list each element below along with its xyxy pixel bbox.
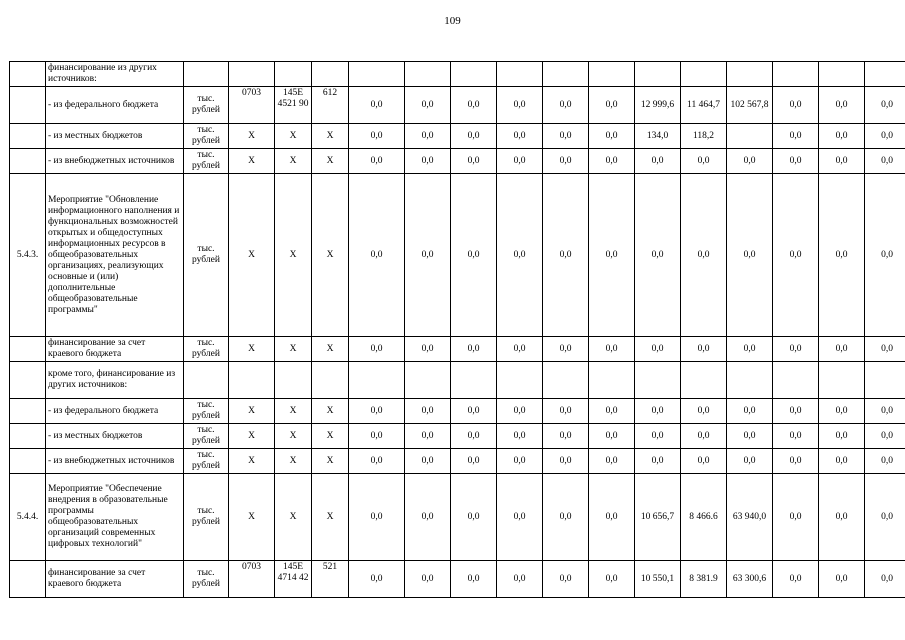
unit-cell: тыс. рублей bbox=[184, 424, 229, 449]
amount-cell: 0,0 bbox=[405, 399, 451, 424]
amount-cell: 10 656,7 bbox=[635, 474, 681, 561]
amount-cell: 8 466.6 bbox=[681, 474, 727, 561]
amount-cell: 0,0 bbox=[635, 149, 681, 174]
amount-cell: 0,0 bbox=[865, 87, 905, 124]
amount-cell bbox=[543, 362, 589, 399]
amount-cell: 0,0 bbox=[349, 87, 405, 124]
amount-cell: 0,0 bbox=[543, 474, 589, 561]
amount-cell: 0,0 bbox=[773, 424, 819, 449]
classification-cell bbox=[312, 62, 349, 87]
amount-cell bbox=[681, 362, 727, 399]
classification-cell bbox=[312, 362, 349, 399]
classification-cell bbox=[229, 62, 275, 87]
amount-cell: 0,0 bbox=[773, 149, 819, 174]
amount-cell: 63 300,6 bbox=[727, 561, 773, 598]
amount-cell: 0,0 bbox=[773, 449, 819, 474]
page-number: 109 bbox=[444, 15, 461, 27]
item-description-cell: - из местных бюджетов bbox=[46, 124, 184, 149]
amount-cell: 0,0 bbox=[819, 449, 865, 474]
amount-cell: 63 940,0 bbox=[727, 474, 773, 561]
table-row bbox=[10, 362, 905, 399]
amount-cell: 0,0 bbox=[543, 174, 589, 337]
amount-cell: 0,0 bbox=[727, 424, 773, 449]
amount-cell bbox=[681, 62, 727, 87]
amount-cell: 0,0 bbox=[451, 149, 497, 174]
item-description-cell: - из федерального бюджета bbox=[46, 399, 184, 424]
classification-cell: X bbox=[229, 424, 275, 449]
amount-cell: 0,0 bbox=[773, 399, 819, 424]
item-code-cell bbox=[10, 449, 46, 474]
amount-cell: 0,0 bbox=[543, 87, 589, 124]
amount-cell: 0,0 bbox=[865, 149, 905, 174]
amount-cell: 0,0 bbox=[349, 474, 405, 561]
amount-cell: 0,0 bbox=[589, 124, 635, 149]
amount-cell: 0,0 bbox=[451, 474, 497, 561]
classification-cell: 145Е 4714 42 bbox=[275, 561, 312, 598]
amount-cell: 0,0 bbox=[497, 149, 543, 174]
amount-cell: 0,0 bbox=[405, 337, 451, 362]
item-description-cell: финансирование за счет краевого бюджета bbox=[46, 561, 184, 598]
amount-cell: 0,0 bbox=[349, 337, 405, 362]
amount-cell: 12 999,6 bbox=[635, 87, 681, 124]
item-description-cell: - из внебюджетных источников bbox=[46, 149, 184, 174]
classification-cell: X bbox=[229, 124, 275, 149]
unit-cell: тыс. рублей bbox=[184, 474, 229, 561]
table-row bbox=[10, 62, 905, 87]
item-code-cell bbox=[10, 399, 46, 424]
amount-cell: 0,0 bbox=[681, 174, 727, 337]
table-row bbox=[10, 149, 905, 174]
amount-cell: 11 464,7 bbox=[681, 87, 727, 124]
amount-cell bbox=[349, 362, 405, 399]
amount-cell: 0,0 bbox=[635, 174, 681, 337]
amount-cell bbox=[451, 362, 497, 399]
classification-cell: X bbox=[312, 337, 349, 362]
amount-cell: 102 567,8 bbox=[727, 87, 773, 124]
table-row bbox=[10, 424, 905, 449]
item-code-cell bbox=[10, 124, 46, 149]
amount-cell: 0,0 bbox=[727, 337, 773, 362]
amount-cell: 0,0 bbox=[681, 149, 727, 174]
amount-cell: 0,0 bbox=[405, 561, 451, 598]
amount-cell: 0,0 bbox=[819, 474, 865, 561]
amount-cell: 0,0 bbox=[865, 124, 905, 149]
amount-cell: 0,0 bbox=[405, 449, 451, 474]
amount-cell: 0,0 bbox=[727, 399, 773, 424]
amount-cell: 134,0 bbox=[635, 124, 681, 149]
item-code-cell: 5.4.4. bbox=[10, 474, 46, 561]
amount-cell bbox=[773, 62, 819, 87]
item-code-cell bbox=[10, 424, 46, 449]
amount-cell: 0,0 bbox=[589, 561, 635, 598]
item-description-cell: Мероприятие "Обновление информационного наполнения и функциональных возможностей открытых и общедоступных информационных ресурсов в общеобразовательных организациях, реализующих основные и (или) дополнительные общеобразовательные программы" bbox=[46, 174, 184, 337]
classification-cell: 0703 bbox=[229, 87, 275, 124]
classification-cell: X bbox=[275, 424, 312, 449]
item-code-cell bbox=[10, 362, 46, 399]
amount-cell: 0,0 bbox=[865, 174, 905, 337]
amount-cell bbox=[405, 62, 451, 87]
amount-cell: 0,0 bbox=[405, 424, 451, 449]
classification-cell: X bbox=[229, 449, 275, 474]
unit-cell: тыс. рублей bbox=[184, 149, 229, 174]
amount-cell: 0,0 bbox=[727, 174, 773, 337]
classification-cell: X bbox=[312, 474, 349, 561]
amount-cell: 0,0 bbox=[635, 449, 681, 474]
classification-cell bbox=[275, 62, 312, 87]
amount-cell: 0,0 bbox=[819, 337, 865, 362]
classification-cell: X bbox=[312, 124, 349, 149]
classification-cell: X bbox=[275, 149, 312, 174]
classification-cell: X bbox=[275, 124, 312, 149]
classification-cell: X bbox=[312, 149, 349, 174]
amount-cell: 0,0 bbox=[543, 449, 589, 474]
item-description-cell: - из местных бюджетов bbox=[46, 424, 184, 449]
amount-cell: 0,0 bbox=[589, 174, 635, 337]
amount-cell: 0,0 bbox=[497, 561, 543, 598]
classification-cell: 612 bbox=[312, 87, 349, 124]
amount-cell: 0,0 bbox=[681, 449, 727, 474]
amount-cell: 0,0 bbox=[773, 87, 819, 124]
amount-cell: 0,0 bbox=[497, 337, 543, 362]
amount-cell: 0,0 bbox=[727, 449, 773, 474]
amount-cell: 0,0 bbox=[451, 174, 497, 337]
amount-cell: 0,0 bbox=[405, 124, 451, 149]
amount-cell: 0,0 bbox=[349, 124, 405, 149]
classification-cell: X bbox=[229, 399, 275, 424]
item-description-cell: - из внебюджетных источников bbox=[46, 449, 184, 474]
amount-cell: 0,0 bbox=[349, 149, 405, 174]
classification-cell: X bbox=[275, 449, 312, 474]
amount-cell: 0,0 bbox=[451, 87, 497, 124]
amount-cell bbox=[543, 62, 589, 87]
item-description-cell: финансирование из других источников: bbox=[46, 62, 184, 87]
classification-cell: X bbox=[229, 174, 275, 337]
item-description-cell: финансирование за счет краевого бюджета bbox=[46, 337, 184, 362]
amount-cell: 0,0 bbox=[349, 399, 405, 424]
amount-cell: 0,0 bbox=[497, 449, 543, 474]
amount-cell: 0,0 bbox=[635, 337, 681, 362]
amount-cell: 0,0 bbox=[543, 399, 589, 424]
classification-cell: X bbox=[229, 474, 275, 561]
item-description-cell: кроме того, финансирование из других источников: bbox=[46, 362, 184, 399]
amount-cell: 0,0 bbox=[865, 424, 905, 449]
item-description-cell: - из федерального бюджета bbox=[46, 87, 184, 124]
amount-cell: 0,0 bbox=[727, 149, 773, 174]
unit-cell: тыс. рублей bbox=[184, 561, 229, 598]
amount-cell: 0,0 bbox=[589, 424, 635, 449]
amount-cell: 0,0 bbox=[865, 337, 905, 362]
item-description-cell: Мероприятие "Обеспечение внедрения в образовательные программы общеобразовательных организаций современных цифровых технологий" bbox=[46, 474, 184, 561]
amount-cell: 0,0 bbox=[497, 174, 543, 337]
amount-cell: 118,2 bbox=[681, 124, 727, 149]
amount-cell: 10 550,1 bbox=[635, 561, 681, 598]
amount-cell: 0,0 bbox=[543, 424, 589, 449]
amount-cell: 0,0 bbox=[497, 124, 543, 149]
amount-cell: 0,0 bbox=[819, 561, 865, 598]
amount-cell: 0,0 bbox=[819, 124, 865, 149]
amount-cell: 0,0 bbox=[497, 87, 543, 124]
amount-cell bbox=[819, 362, 865, 399]
amount-cell: 0,0 bbox=[681, 337, 727, 362]
amount-cell bbox=[727, 362, 773, 399]
classification-cell: X bbox=[275, 174, 312, 337]
amount-cell: 0,0 bbox=[543, 561, 589, 598]
classification-cell: 0703 bbox=[229, 561, 275, 598]
classification-cell: X bbox=[275, 474, 312, 561]
classification-cell: X bbox=[312, 424, 349, 449]
amount-cell bbox=[589, 62, 635, 87]
amount-cell: 0,0 bbox=[773, 474, 819, 561]
item-code-cell bbox=[10, 87, 46, 124]
table-row bbox=[10, 337, 905, 362]
classification-cell: X bbox=[312, 399, 349, 424]
amount-cell: 0,0 bbox=[819, 87, 865, 124]
amount-cell: 0,0 bbox=[405, 474, 451, 561]
amount-cell: 0,0 bbox=[349, 561, 405, 598]
amount-cell: 0,0 bbox=[589, 87, 635, 124]
amount-cell: 0,0 bbox=[451, 449, 497, 474]
classification-cell: X bbox=[312, 449, 349, 474]
amount-cell bbox=[865, 62, 905, 87]
amount-cell: 0,0 bbox=[865, 561, 905, 598]
amount-cell: 0,0 bbox=[405, 87, 451, 124]
amount-cell bbox=[349, 62, 405, 87]
budget-table bbox=[9, 61, 905, 598]
amount-cell bbox=[727, 62, 773, 87]
amount-cell: 0,0 bbox=[773, 174, 819, 337]
amount-cell bbox=[727, 124, 773, 149]
amount-cell: 0,0 bbox=[451, 124, 497, 149]
table-row bbox=[10, 87, 905, 124]
table-row bbox=[10, 474, 905, 561]
amount-cell: 0,0 bbox=[589, 399, 635, 424]
amount-cell: 0,0 bbox=[405, 149, 451, 174]
amount-cell bbox=[497, 362, 543, 399]
unit-cell: тыс. рублей bbox=[184, 174, 229, 337]
classification-cell: X bbox=[275, 399, 312, 424]
table-row bbox=[10, 174, 905, 337]
amount-cell bbox=[635, 62, 681, 87]
amount-cell: 8 381.9 bbox=[681, 561, 727, 598]
classification-cell: 145Е 4521 90 bbox=[275, 87, 312, 124]
amount-cell: 0,0 bbox=[773, 124, 819, 149]
unit-cell: тыс. рублей bbox=[184, 87, 229, 124]
table-row bbox=[10, 449, 905, 474]
amount-cell: 0,0 bbox=[819, 174, 865, 337]
table-row bbox=[10, 561, 905, 598]
item-code-cell: 5.4.3. bbox=[10, 174, 46, 337]
classification-cell bbox=[229, 362, 275, 399]
table-row bbox=[10, 124, 905, 149]
amount-cell bbox=[589, 362, 635, 399]
amount-cell: 0,0 bbox=[451, 561, 497, 598]
item-code-cell bbox=[10, 149, 46, 174]
unit-cell: тыс. рублей bbox=[184, 124, 229, 149]
item-code-cell bbox=[10, 561, 46, 598]
amount-cell: 0,0 bbox=[451, 399, 497, 424]
amount-cell: 0,0 bbox=[349, 424, 405, 449]
classification-cell: X bbox=[229, 337, 275, 362]
amount-cell: 0,0 bbox=[349, 174, 405, 337]
amount-cell bbox=[405, 362, 451, 399]
unit-cell: тыс. рублей bbox=[184, 337, 229, 362]
classification-cell: X bbox=[275, 337, 312, 362]
classification-cell: 521 bbox=[312, 561, 349, 598]
amount-cell: 0,0 bbox=[819, 424, 865, 449]
amount-cell bbox=[451, 62, 497, 87]
amount-cell: 0,0 bbox=[589, 474, 635, 561]
amount-cell: 0,0 bbox=[819, 399, 865, 424]
amount-cell: 0,0 bbox=[451, 424, 497, 449]
amount-cell: 0,0 bbox=[635, 424, 681, 449]
amount-cell: 0,0 bbox=[865, 399, 905, 424]
amount-cell: 0,0 bbox=[543, 124, 589, 149]
amount-cell: 0,0 bbox=[589, 149, 635, 174]
amount-cell: 0,0 bbox=[349, 449, 405, 474]
amount-cell bbox=[865, 362, 905, 399]
amount-cell: 0,0 bbox=[497, 399, 543, 424]
classification-cell: X bbox=[229, 149, 275, 174]
unit-cell: тыс. рублей bbox=[184, 399, 229, 424]
item-code-cell bbox=[10, 337, 46, 362]
amount-cell: 0,0 bbox=[681, 424, 727, 449]
amount-cell: 0,0 bbox=[589, 449, 635, 474]
amount-cell: 0,0 bbox=[635, 399, 681, 424]
unit-cell bbox=[184, 62, 229, 87]
amount-cell: 0,0 bbox=[773, 337, 819, 362]
amount-cell: 0,0 bbox=[865, 449, 905, 474]
amount-cell: 0,0 bbox=[773, 561, 819, 598]
classification-cell: X bbox=[312, 174, 349, 337]
amount-cell: 0,0 bbox=[589, 337, 635, 362]
amount-cell: 0,0 bbox=[405, 174, 451, 337]
amount-cell: 0,0 bbox=[865, 474, 905, 561]
budget-table-body bbox=[10, 62, 905, 598]
amount-cell bbox=[819, 62, 865, 87]
amount-cell bbox=[773, 362, 819, 399]
amount-cell bbox=[497, 62, 543, 87]
amount-cell: 0,0 bbox=[681, 399, 727, 424]
amount-cell: 0,0 bbox=[497, 424, 543, 449]
classification-cell bbox=[275, 362, 312, 399]
amount-cell: 0,0 bbox=[451, 337, 497, 362]
unit-cell: тыс. рублей bbox=[184, 449, 229, 474]
item-code-cell bbox=[10, 62, 46, 87]
amount-cell bbox=[635, 362, 681, 399]
table-row bbox=[10, 399, 905, 424]
amount-cell: 0,0 bbox=[543, 337, 589, 362]
unit-cell bbox=[184, 362, 229, 399]
amount-cell: 0,0 bbox=[819, 149, 865, 174]
amount-cell: 0,0 bbox=[543, 149, 589, 174]
amount-cell: 0,0 bbox=[497, 474, 543, 561]
